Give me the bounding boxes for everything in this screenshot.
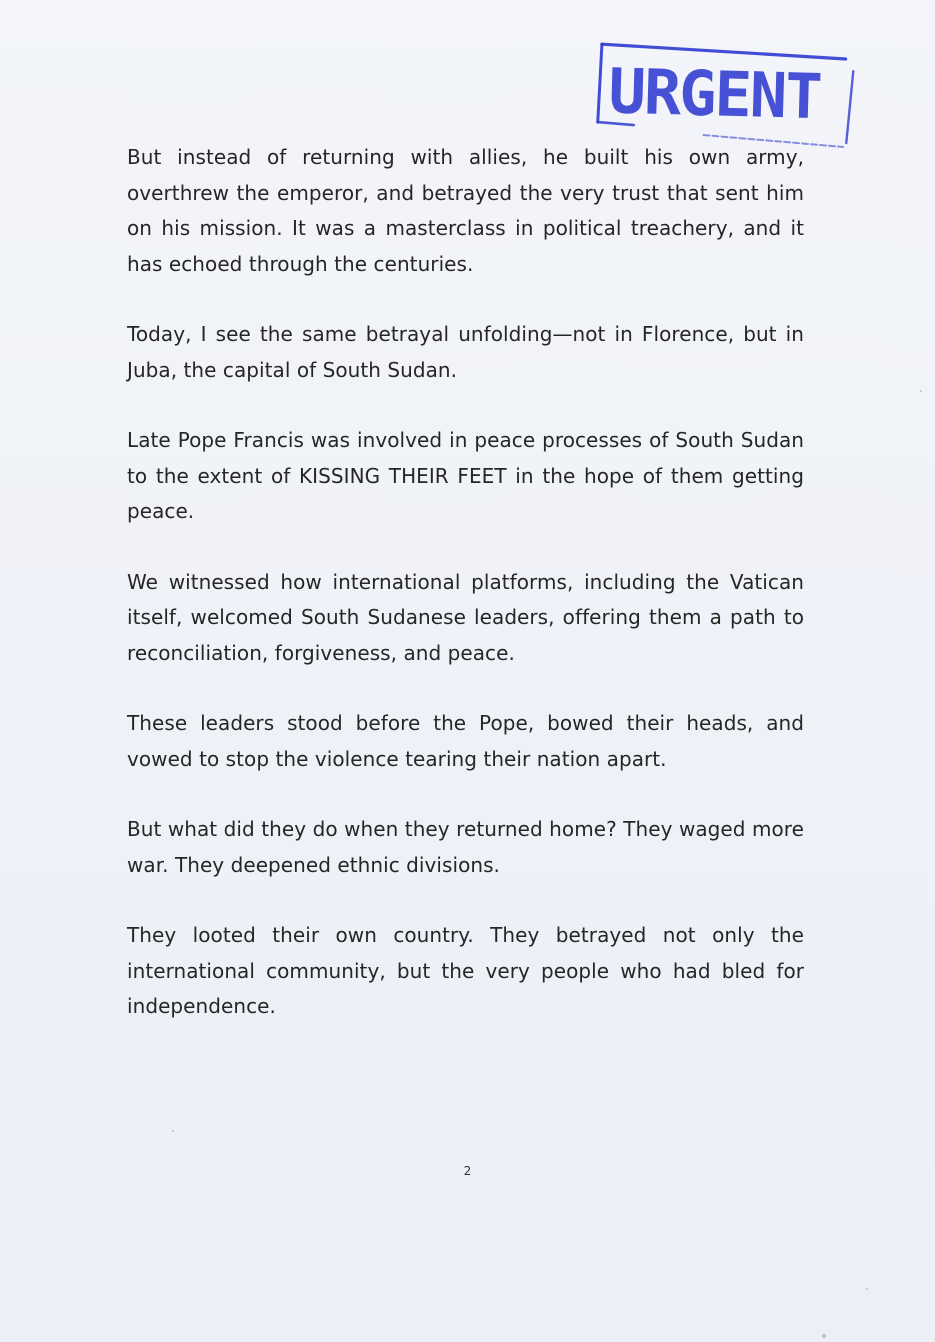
document-body bbox=[127, 140, 804, 1060]
urgent-stamp bbox=[593, 42, 856, 149]
page-number: 2 bbox=[463, 1164, 472, 1178]
paper-speck bbox=[822, 1334, 826, 1338]
paragraph-3: Late Pope Francis was involved in peace processes of South Sudan to the extent of KISSING THEIR FEET in the hope of them getting peace. bbox=[127, 428, 804, 523]
svg-text:URGENT: URGENT bbox=[607, 54, 822, 134]
paper-speck bbox=[866, 1288, 868, 1290]
paragraph-2: Today, I see the same betrayal unfolding—not in Florence, but in Juba, the capital of South Sudan. bbox=[127, 322, 804, 382]
paper-speck bbox=[920, 390, 922, 392]
paragraph-4: We witnessed how international platforms, including the Vatican itself, welcomed South Sudanese leaders, offering them a path to reconciliation, forgiveness, and peace. bbox=[127, 569, 804, 665]
paragraph-7: They looted their own country. They betrayed not only the international community, but the very people who had bled for independence. bbox=[127, 923, 804, 1018]
paper-speck bbox=[172, 1130, 174, 1132]
paragraph-5: These leaders stood before the Pope, bowed their heads, and vowed to stop the violence tearing their nation apart. bbox=[127, 711, 804, 771]
paragraph-6: But what did they do when they returned home? They waged more war. They deepened ethnic divisions. bbox=[127, 817, 804, 877]
paragraph-1: But instead of returning with allies, he built his own army, overthrew the emperor, and betrayed the very trust that sent him on his mission. It was a masterclass in political treachery, and it has echoed through the centuries. bbox=[127, 145, 804, 276]
